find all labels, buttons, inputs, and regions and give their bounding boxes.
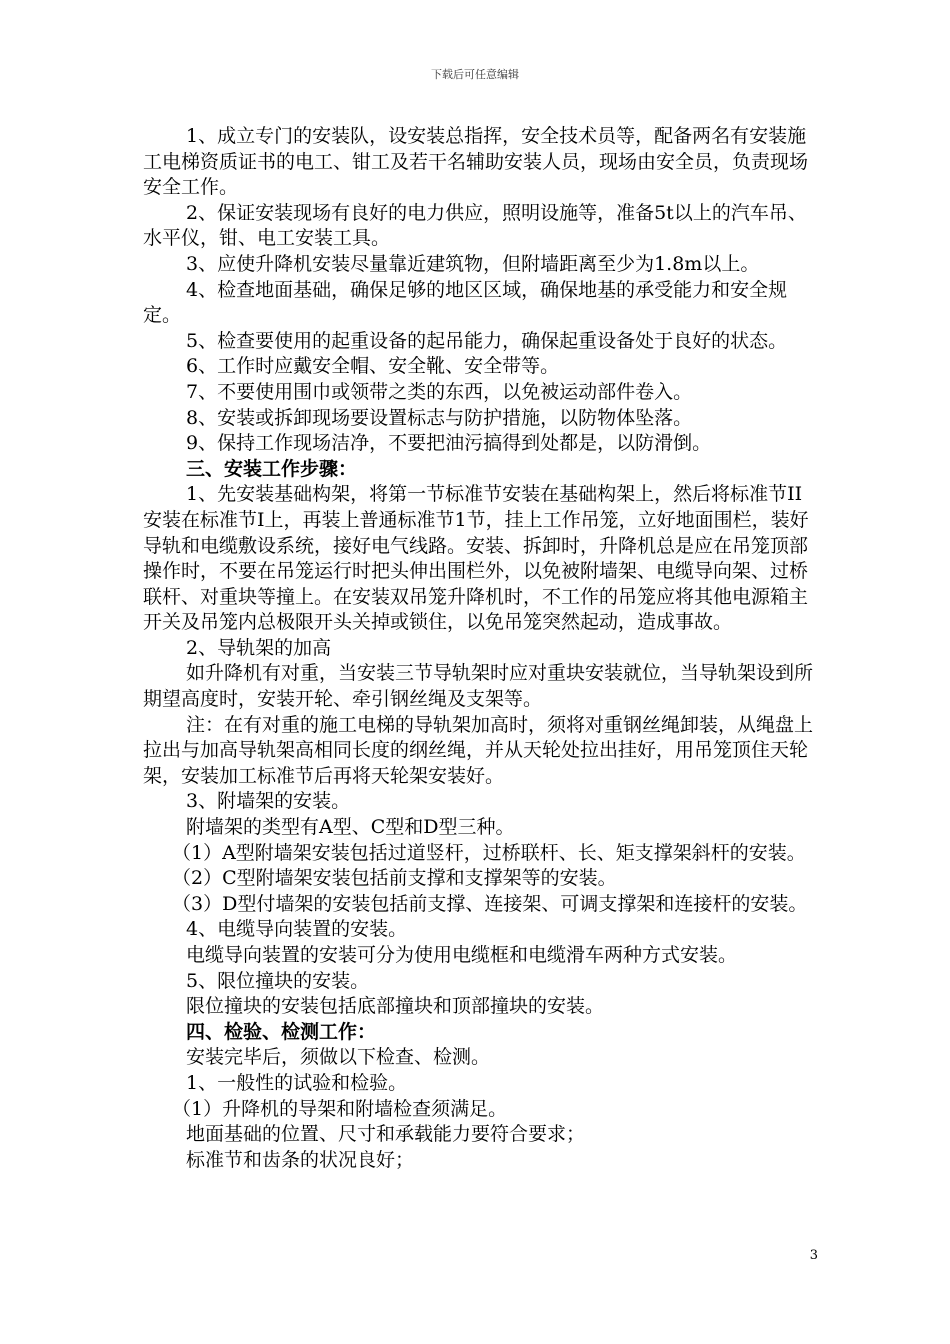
paragraph: 7、不要使用围巾或领带之类的东西，以免被运动部件卷入。 bbox=[186, 380, 693, 403]
paragraph: 6、工作时应戴安全帽、安全靴、安全带等。 bbox=[186, 355, 560, 378]
section-heading: 三、安装工作步骤： bbox=[186, 457, 358, 480]
paragraph: 4、检查地面基础，确保足够的地区区域，确保地基的承受能力和安全规定。 bbox=[143, 278, 788, 327]
paragraph: 安装完毕后，须做以下检查、检测。 bbox=[186, 1046, 491, 1069]
section-heading: 四、检验、检测工作： bbox=[186, 1020, 377, 1043]
paragraph: 如升降机有对重，当安装三节导轨架时应对重块安装就位，当导轨架设到所期望高度时，安装开轮、牵引钢丝绳及支架等。 bbox=[143, 662, 814, 711]
paragraph: 地面基础的位置、尺寸和承载能力要符合要求； bbox=[186, 1123, 586, 1146]
page-number: 3 bbox=[809, 1248, 818, 1263]
body-text bbox=[143, 124, 815, 1173]
paragraph: 8、安装或拆卸现场要设置标志与防护措施，以防物体坠落。 bbox=[186, 406, 693, 429]
paragraph: 2、导轨架的加高 bbox=[186, 636, 332, 659]
page-header: 下载后可任意编辑 bbox=[431, 68, 519, 81]
paragraph: 5、限位撞块的安装。 bbox=[186, 969, 370, 992]
paragraph: 1、一般性的试验和检验。 bbox=[186, 1071, 408, 1094]
paragraph: 9、保持工作现场洁净，不要把油污搞得到处都是，以防滑倒。 bbox=[186, 432, 712, 455]
paragraph: 注：在有对重的施工电梯的导轨架加高时，须将对重钢丝绳卸装，从绳盘上拉出与加高导轨架高相同长度的纲丝绳，并从天轮处拉出挂好，用吊笼顶住天轮架，安装加工标准节后再将天轮架安装好。 bbox=[143, 713, 814, 787]
paragraph: 附墙架的类型有A型、C型和D型三种。 bbox=[186, 816, 515, 839]
paragraph: 1、成立专门的安装队，设安装总指挥，安全技术员等，配备两名有安装施工电梯资质证书的电工、钳工及若干名辅助安装人员，现场由安全员，负责现场安全工作。 bbox=[143, 125, 809, 199]
paragraph: （3）D型付墙架的安装包括前支撑、连接架、可调支撑架和连接杆的安装。 bbox=[172, 892, 808, 915]
paragraph: （2）C型附墙架安装包括前支撑和支撑架等的安装。 bbox=[172, 867, 617, 890]
paragraph: 1、先安装基础构架，将第一节标准节安装在基础构架上，然后将标准节II安装在标准节I上，再装上普通标准节1节，挂上工作吊笼，立好地面围栏，装好导轨和电缆敷设系统，接好电气线路。安装、拆卸时，升降机总是应在吊笼顶部操作时，不要在吊笼运行时把头伸出围栏外，以免被附墙架、电缆导向架、过桥联杆、对重块等撞上。在安装双吊笼升降机时，不工作的吊笼应将其他电源箱主开关及吊笼内总极限开头关掉或锁住，以免吊笼突然起动，造成事故。 bbox=[143, 483, 809, 634]
paragraph: 3、附墙架的安装。 bbox=[186, 790, 351, 813]
paragraph: 限位撞块的安装包括底部撞块和顶部撞块的安装。 bbox=[186, 995, 605, 1018]
paragraph: （1）升降机的导架和附墙检查须满足。 bbox=[172, 1097, 508, 1120]
paragraph: 5、检查要使用的起重设备的起吊能力，确保起重设备处于良好的状态。 bbox=[186, 329, 788, 352]
paragraph: 标准节和齿条的状况良好； bbox=[186, 1148, 415, 1171]
paragraph: （1）A型附墙架安装包括过道竖杆，过桥联杆、长、矩支撑架斜杆的安装。 bbox=[172, 841, 806, 864]
paragraph: 2、保证安装现场有良好的电力供应，照明设施等，准备5t以上的汽车吊、水平仪，钳、电工安装工具。 bbox=[143, 201, 807, 250]
paragraph: 4、电缆导向装置的安装。 bbox=[186, 918, 408, 941]
paragraph: 3、应使升降机安装尽量靠近建筑物，但附墙距离至少为1.8m以上。 bbox=[186, 252, 760, 275]
paragraph: 电缆导向装置的安装可分为使用电缆框和电缆滑车两种方式安装。 bbox=[186, 944, 738, 966]
